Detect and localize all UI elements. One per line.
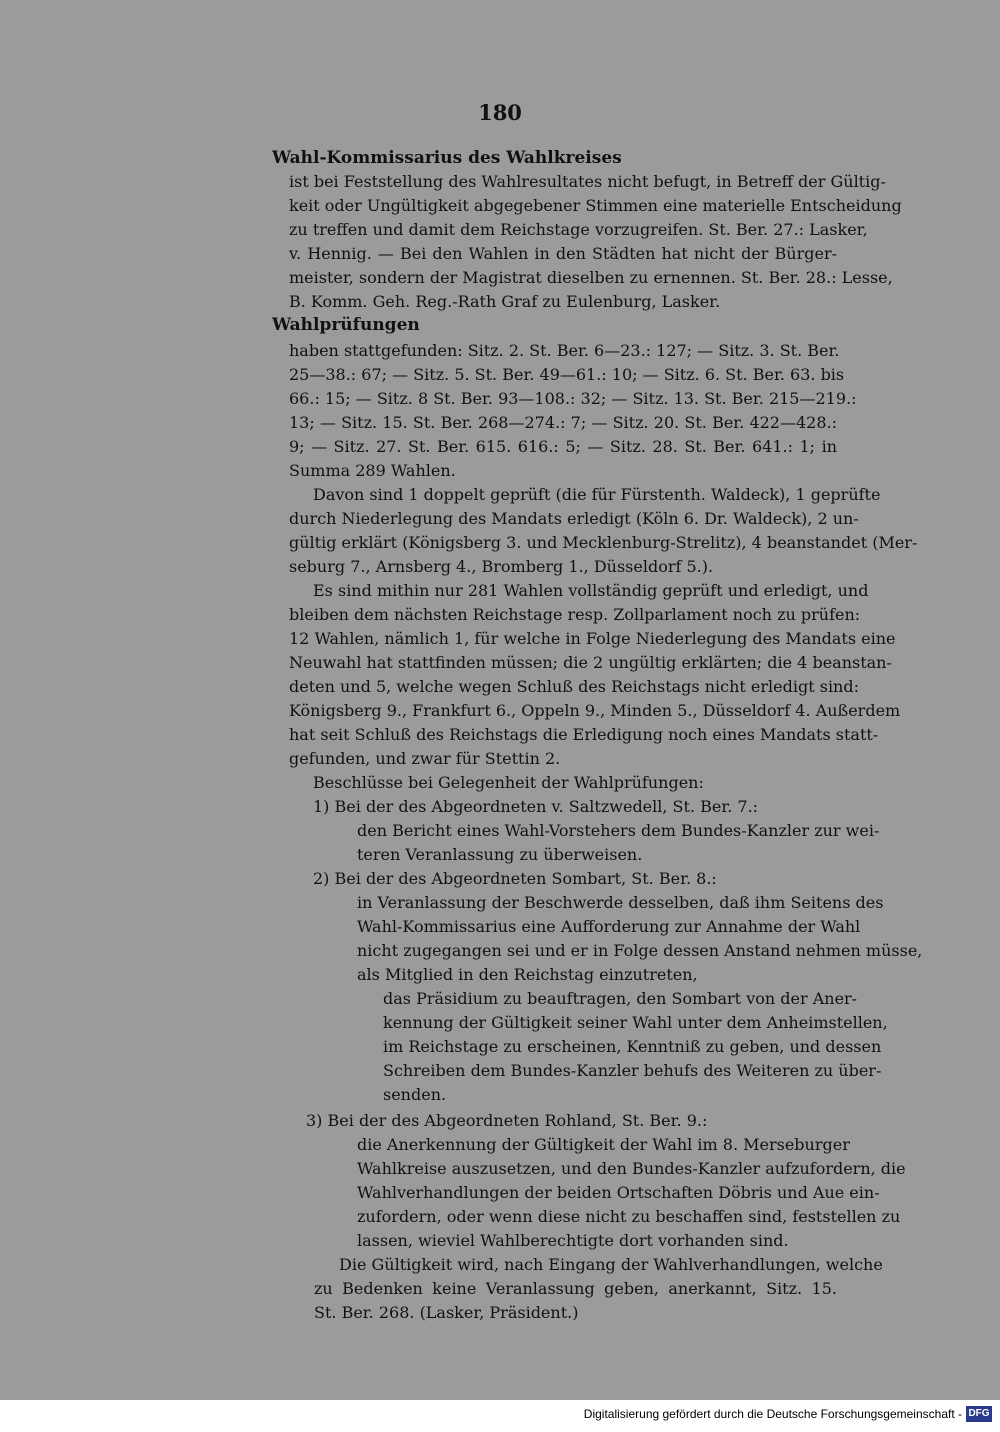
digitization-footer [0,1400,1000,1432]
text-line: Davon sind 1 doppelt geprüft (die für Fürstenth. Waldeck), 1 geprüfte [313,485,881,504]
text-line: 13; — Sitz. 15. St. Ber. 268—274.: 7; — Sitz. 20. St. Ber. 422—428.: [289,413,837,432]
text-line: in Veranlassung der Beschwerde desselben, daß ihm Seitens des [357,893,884,912]
text-line: 66.: 15; — Sitz. 8 St. Ber. 93—108.: 32; — Sitz. 13. St. Ber. 215—219.: [289,389,857,408]
text-line: zu treffen und damit dem Reichstage vorzugreifen. St. Ber. 27.: Lasker, [289,220,868,239]
text-line: Wahlverhandlungen der beiden Ortschaften Döbris und Aue ein- [357,1183,880,1202]
text-line: Neuwahl hat stattfinden müssen; die 2 ungültig erklärten; die 4 beanstan- [289,653,892,672]
text-line: Summa 289 Wahlen. [289,461,456,480]
text-line: 9; — Sitz. 27. St. Ber. 615. 616.: 5; — Sitz. 28. St. Ber. 641.: 1; in [289,437,837,456]
text-line: hat seit Schluß des Reichstags die Erledigung noch eines Mandats statt- [289,725,879,744]
text-line: deten und 5, welche wegen Schluß des Reichstags nicht erledigt sind: [289,677,859,696]
text-line: seburg 7., Arnsberg 4., Bromberg 1., Düsseldorf 5.). [289,557,714,576]
text-line: 12 Wahlen, nämlich 1, für welche in Folge Niederlegung des Mandats eine [289,629,896,648]
text-line: gefunden, und zwar für Stettin 2. [289,749,561,768]
text-line: bleiben dem nächsten Reichstage resp. Zollparlament noch zu prüfen: [289,605,861,624]
text-line: die Anerkennung der Gültigkeit der Wahl im 8. Merseburger [357,1135,850,1154]
text-line: nicht zugegangen sei und er in Folge dessen Anstand nehmen müsse, [357,941,923,960]
text-line: durch Niederlegung des Mandats erledigt (Köln 6. Dr. Waldeck), 2 un- [289,509,859,528]
text-line: als Mitglied in den Reichstag einzutreten, [357,965,698,984]
dfg-logo: DFG [966,1406,992,1422]
text-line: im Reichstage zu erscheinen, Kenntniß zu geben, und dessen [383,1037,882,1056]
text-line: Königsberg 9., Frankfurt 6., Oppeln 9., Minden 5., Düsseldorf 4. Außerdem [289,701,901,720]
text-line: teren Veranlassung zu überweisen. [357,845,643,864]
text-line: Schreiben dem Bundes-Kanzler behufs des Weiteren zu über- [383,1061,882,1080]
text-line: Wahlkreise auszusetzen, und den Bundes-Kanzler aufzufordern, die [357,1159,906,1178]
text-line: kennung der Gültigkeit seiner Wahl unter dem Anheimstellen, [383,1013,888,1032]
text-line: haben stattgefunden: Sitz. 2. St. Ber. 6—23.: 127; — Sitz. 3. St. Ber. [289,341,840,360]
page-number: 180 [478,100,522,125]
text-line: 3) Bei der des Abgeordneten Rohland, St. Ber. 9.: [306,1111,708,1130]
section-heading: Wahl-Kommissarius des Wahlkreises [272,148,622,168]
section-heading: Wahlprüfungen [272,315,420,335]
text-line: meister, sondern der Magistrat dieselben zu ernennen. St. Ber. 28.: Lesse, [289,268,893,287]
text-line: gültig erklärt (Königsberg 3. und Mecklenburg-Strelitz), 4 beanstandet (Mer- [289,533,918,552]
text-line: Es sind mithin nur 281 Wahlen vollständig geprüft und erledigt, und [313,581,869,600]
text-line: 25—38.: 67; — Sitz. 5. St. Ber. 49—61.: 10; — Sitz. 6. St. Ber. 63. bis [289,365,845,384]
text-line: keit oder Ungültigkeit abgegebener Stimmen eine materielle Entscheidung [289,196,902,215]
text-line: zu Bedenken keine Veranlassung geben, anerkannt, Sitz. 15. [314,1279,837,1298]
text-line: ist bei Feststellung des Wahlresultates nicht befugt, in Betreff der Gültig- [289,172,886,191]
text-line: B. Komm. Geh. Reg.-Rath Graf zu Eulenburg, Lasker. [289,292,721,311]
text-line: v. Hennig. — Bei den Wahlen in den Städten hat nicht der Bürger- [289,244,837,263]
text-line: das Präsidium zu beauftragen, den Sombart von der Aner- [383,989,858,1008]
text-line: 2) Bei der des Abgeordneten Sombart, St. Ber. 8.: [313,869,717,888]
text-line: St. Ber. 268. (Lasker, Präsident.) [314,1303,579,1322]
text-line: Beschlüsse bei Gelegenheit der Wahlprüfungen: [313,773,704,792]
text-line: lassen, wieviel Wahlberechtigte dort vorhanden sind. [357,1231,789,1250]
text-line: Wahl-Kommissarius eine Aufforderung zur Annahme der Wahl [357,917,861,936]
text-line: zufordern, oder wenn diese nicht zu beschaffen sind, feststellen zu [357,1207,901,1226]
text-line: den Bericht eines Wahl-Vorstehers dem Bundes-Kanzler zur wei- [357,821,880,840]
funding-notice: Digitalisierung gefördert durch die Deutsche Forschungsgemeinschaft - [583,1407,962,1421]
text-line: Die Gültigkeit wird, nach Eingang der Wahlverhandlungen, welche [339,1255,883,1274]
text-line: 1) Bei der des Abgeordneten v. Saltzwedell, St. Ber. 7.: [313,797,759,816]
text-line: senden. [383,1085,447,1104]
